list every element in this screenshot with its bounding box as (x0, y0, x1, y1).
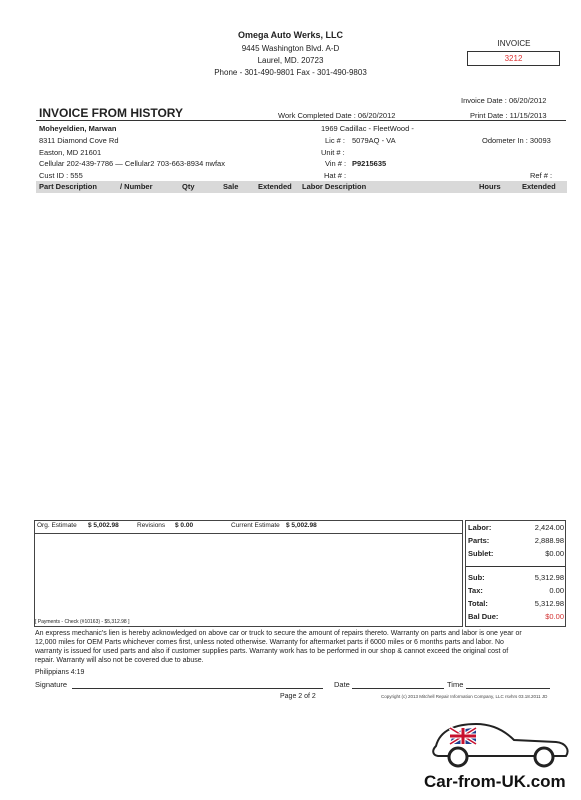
signature-label: Signature (35, 680, 68, 689)
estimate-box (34, 520, 463, 627)
car-from-uk-logo-watermark (416, 700, 576, 772)
col-labor-description: Labor Description (302, 182, 367, 191)
invoice-date: Invoice Date : 06/20/2012 (461, 96, 547, 105)
ref-label: Ref # : (530, 171, 553, 180)
org-estimate-value: $ 5,002.98 (88, 522, 119, 529)
date-line (352, 688, 444, 689)
col-number: / Number (120, 182, 153, 191)
lic-label: Lic # : (325, 136, 346, 145)
col-qty: Qty (182, 182, 195, 191)
time-label: Time (447, 680, 464, 689)
invoice-number-box: 3212 (467, 51, 560, 66)
col-sale: Sale (223, 182, 239, 191)
time-line (466, 688, 550, 689)
print-date: Print Date : 11/15/2013 (470, 111, 547, 120)
customer-city: Easton, MD 21601 (39, 148, 102, 157)
vin-label: Vin # : (325, 159, 347, 168)
copyright: Copyright (c) 2013 Mitchell Repair Information Company, LLC rsvhrs 03.18.2011 JD (381, 694, 548, 699)
org-estimate-label: Org. Estimate (37, 522, 77, 529)
col-extended: Extended (258, 182, 292, 191)
lic-value: 5079AQ - VA (352, 136, 396, 145)
hat-label: Hat # : (324, 171, 347, 180)
shop-city: Laurel, MD. 20723 (257, 56, 324, 65)
invoice-label: INVOICE (497, 39, 531, 48)
watermark-text: Car-from-UK.com (424, 772, 566, 791)
signature-line (72, 688, 323, 689)
column-header-bar (36, 181, 567, 193)
warranty-disclaimer: An express mechanic's lien is hereby acknowledged on above car or truck to secure the amount of repairs thereto. Warranty on parts and labor is one year or 12,000 miles for OEM Parts whichever comes first, unless noted otherwise. Warranty for aftermarket parts if 6000 miles or 6 months parts and labor. No warranty is issued for used parts and also if customer supplies parts. Warranty work has to be performed in our shop & cannot exceed the original cost of repair. Warranty will also not be covered due to abuse. (35, 630, 522, 664)
revisions-label: Revisions (137, 522, 166, 529)
page-title: INVOICE FROM HISTORY (39, 106, 184, 120)
revisions-value: $ 0.00 (175, 522, 194, 529)
title-divider (36, 120, 566, 121)
totals-divider (466, 566, 565, 567)
date-label: Date (334, 680, 350, 689)
customer-phones: Cellular 202-439-7786 — Cellular2 703-663-8934 nwfax (39, 159, 225, 168)
shop-name: Omega Auto Werks, LLC (237, 30, 344, 40)
customer-id: Cust ID : 555 (39, 171, 83, 180)
col-part-description: Part Description (39, 182, 97, 191)
vehicle-model: 1969 Cadillac - FleetWood - (321, 124, 414, 133)
work-completed-date: Work Completed Date : 06/20/2012 (278, 111, 396, 120)
customer-name: Moheyeldien, Marwan (39, 124, 117, 133)
payments-note: [ Payments - Check (#10163) - $5,312.98 ] (35, 619, 130, 625)
vin-value: P9215635 (352, 159, 387, 168)
col-hours: Hours (479, 182, 501, 191)
col-extended-labor: Extended (522, 182, 556, 191)
unit-label: Unit # : (321, 148, 345, 157)
customer-street: 8311 Diamond Cove Rd (39, 136, 119, 145)
current-estimate-value: $ 5,002.98 (286, 522, 317, 529)
odometer: Odometer In : 30093 (482, 136, 551, 145)
shop-phones: Phone - 301-490-9801 Fax - 301-490-9803 (214, 68, 367, 77)
verse: Philippians 4:19 (35, 669, 85, 676)
page-number: Page 2 of 2 (280, 693, 316, 700)
shop-address: 9445 Washington Blvd. A-D (241, 44, 340, 53)
current-estimate-label: Current Estimate (231, 522, 280, 529)
